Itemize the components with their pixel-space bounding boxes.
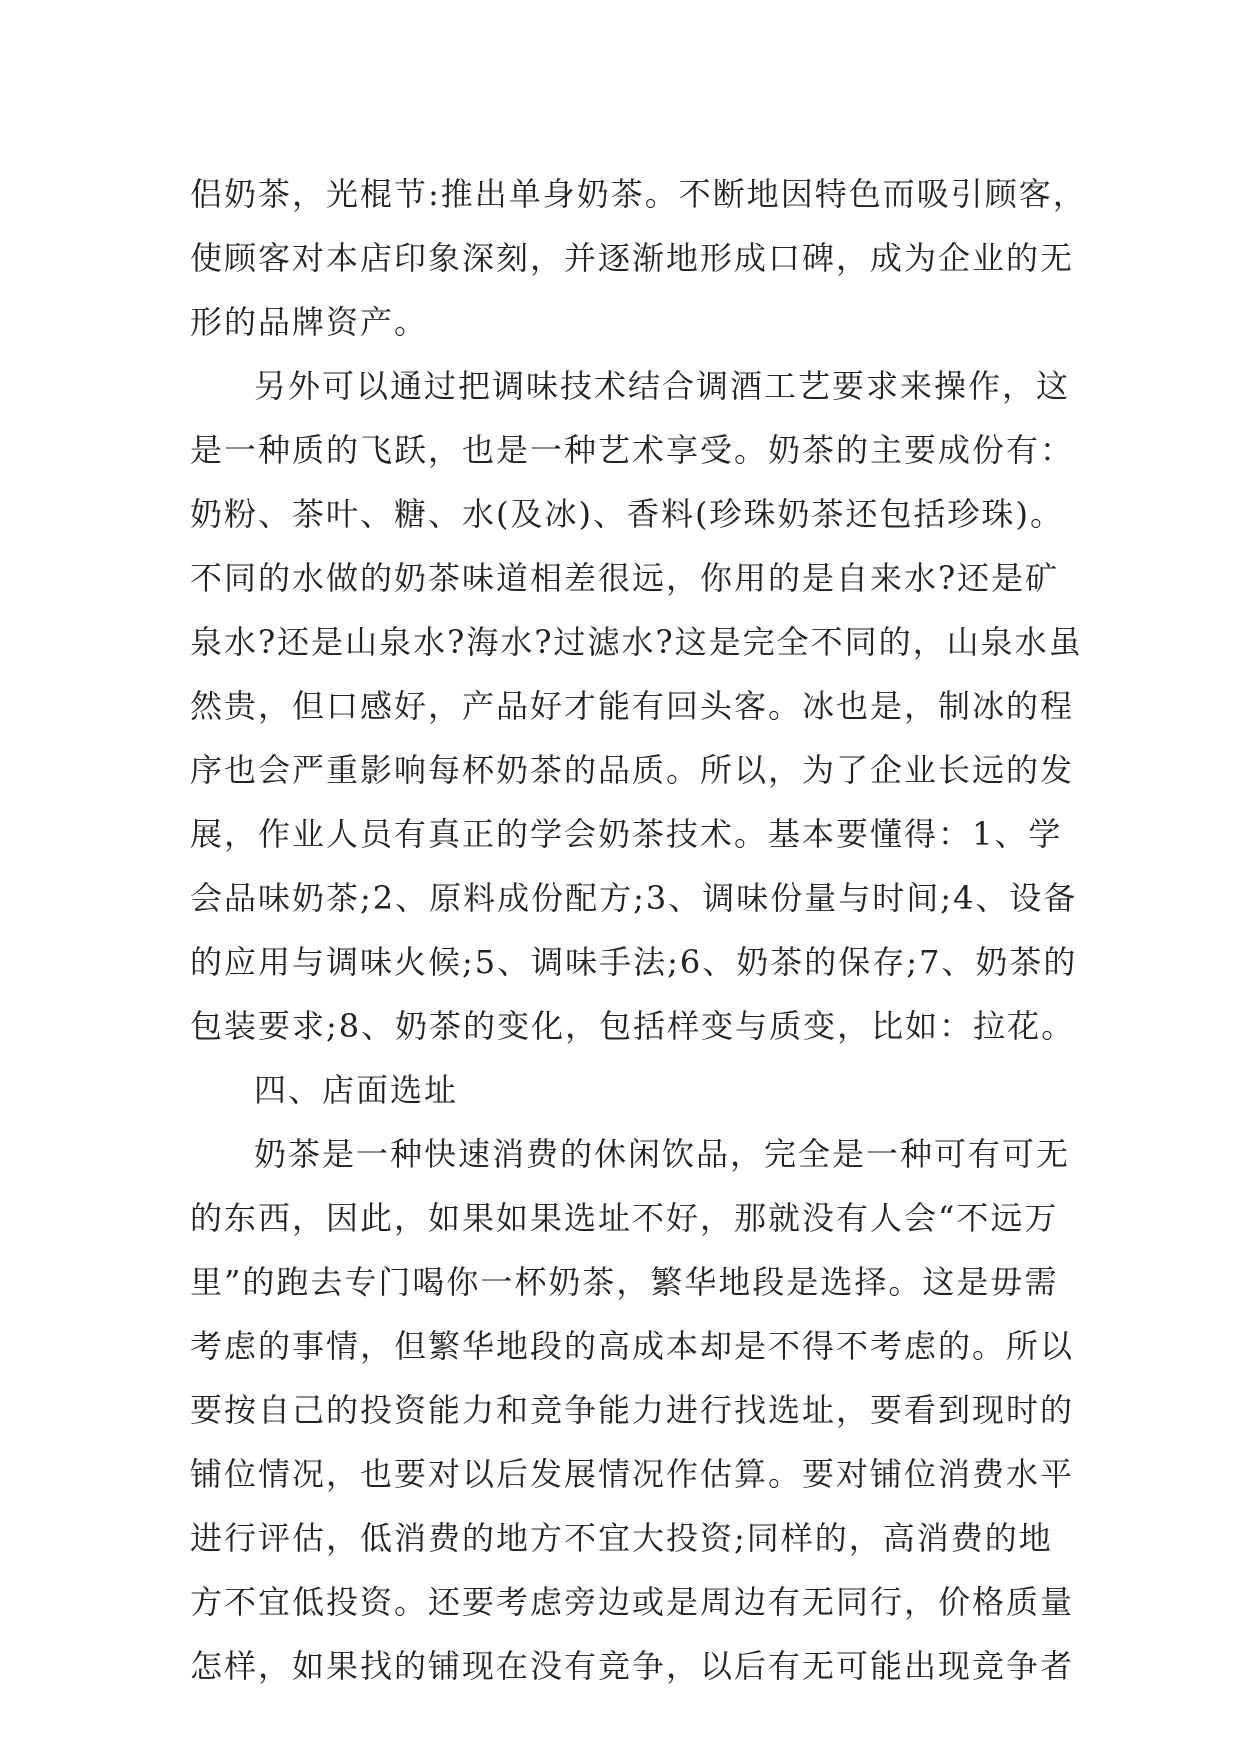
text-line: 形的品牌资产。 [190, 303, 429, 341]
text-line: 侣奶茶，光棍节:推出单身奶茶。不断地因特色而吸引顾客， [190, 175, 1087, 213]
text-line: 的东西，因此，如果如果选址不好，那就没有人会“不远万 [190, 1199, 1059, 1237]
paragraph [190, 354, 1083, 1058]
text-line: 要按自己的投资能力和竞争能力进行找选址，要看到现时的 [190, 1391, 1075, 1429]
text-line: 方不宜低投资。还要考虑旁边或是周边有无同行，价格质量 [190, 1583, 1075, 1621]
text-line: 不同的水做的奶茶味道相差很远，你用的是自来水?还是矿 [190, 559, 1060, 597]
section-heading-text: 四、店面选址 [254, 1071, 459, 1109]
text-line: 使顾客对本店印象深刻，并逐渐地形成口碑，成为企业的无 [190, 239, 1075, 277]
text-line: 进行评估，低消费的地方不宜大投资;同样的，高消费的地 [190, 1519, 1053, 1557]
text-line: 的应用与调味火候;5、调味手法;6、奶茶的保存;7、奶茶的 [190, 943, 1078, 981]
paragraph [190, 162, 1087, 354]
text-line: 包装要求;8、奶茶的变化，包括样变与质变，比如：拉花。 [190, 1007, 1076, 1045]
text-line: 另外可以通过把调味技术结合调酒工艺要求来操作，这 [254, 367, 1071, 405]
text-line: 会品味奶茶;2、原料成份配方;3、调味份量与时间;4、设备 [190, 879, 1078, 917]
text-line: 泉水?还是山泉水?海水?过滤水?这是完全不同的，山泉水虽 [190, 623, 1083, 661]
text-line: 序也会严重影响每杯奶茶的品质。所以，为了企业长远的发 [190, 751, 1075, 789]
text-line: 奶粉、茶叶、糖、水(及冰)、香料(珍珠奶茶还包括珍珠)。 [190, 495, 1064, 533]
document-body [190, 162, 1087, 1698]
text-line: 展，作业人员有真正的学会奶茶技术。基本要懂得：1、学 [190, 815, 1063, 853]
text-line: 里”的跑去专门喝你一杯奶茶，繁华地段是选择。这是毋需 [190, 1263, 1059, 1301]
text-line: 铺位情况，也要对以后发展情况作估算。要对铺位消费水平 [190, 1455, 1075, 1493]
text-line: 是一种质的飞跃，也是一种艺术享受。奶茶的主要成份有： [190, 431, 1075, 469]
text-line: 考虑的事情，但繁华地段的高成本却是不得不考虑的。所以 [190, 1327, 1075, 1365]
section-heading [190, 1058, 1052, 1122]
text-line: 怎样，如果找的铺现在没有竞争，以后有无可能出现竞争者 [190, 1647, 1075, 1685]
text-line: 奶茶是一种快速消费的休闲饮品，完全是一种可有可无 [254, 1135, 1071, 1173]
text-line: 然贵，但口感好，产品好才能有回头客。冰也是，制冰的程 [190, 687, 1075, 725]
paragraph [190, 1122, 1075, 1698]
